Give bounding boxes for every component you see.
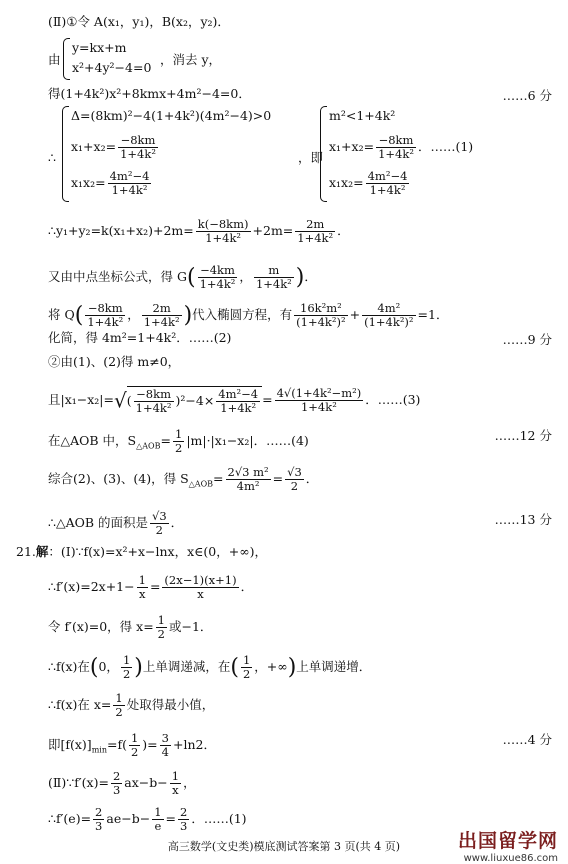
equation-system-1 xyxy=(63,38,173,80)
distance-equation: 且|x₁−x₂|=√( $\frac{-8km}{\text{1+4k²}}$ )²−4× $\frac{\text{4m²−4}}{\text{1+4k²}}$ = $\frac{\text{4√(1+4k²−m²)}}{\text{1+4k²}}$ ．……(3) xyxy=(48,386,421,415)
brace xyxy=(62,106,69,202)
derivative-at-e: ∴f′(e)= $\frac{2}{3}$ ae−b− $\frac{1}{e}$ = $\frac{2}{3}$ ．……(1) xyxy=(48,805,247,833)
part-two-derivative: (Ⅱ)∵f′(x)= $\frac{2}{3}$ ax−b− $\frac{1}{x}$ ， xyxy=(48,769,196,797)
m-nonzero: ②由(1)、(2)得 m≠0， xyxy=(48,354,181,369)
critical-points: 令 f′(x)=0，得 x= $\frac{1}{2}$ 或−1． xyxy=(48,613,213,641)
score-12: ……12 分 xyxy=(494,428,552,443)
minimum-point: ∴f(x)在 x= $\frac{1}{2}$ 处取得最小值， xyxy=(48,691,215,719)
ji-text: ，即 xyxy=(298,150,324,165)
equation-system-a xyxy=(62,106,307,202)
monotonicity: ∴f(x)在(0， $\frac{1}{2}$ )上单调递减，在( $\frac{1}{2}$ ，+∞)上单调递增． xyxy=(48,653,372,681)
system-prefix: 由 xyxy=(48,52,61,67)
system-row: x²+4y²−4=0 xyxy=(72,60,152,75)
system-row: x₁x₂= $\frac{\text{4m²−4}}{\text{1+4k²}}$ xyxy=(71,169,150,197)
watermark-logo-text: 出国留学网 xyxy=(457,830,558,852)
substitute-q: 将 Q( $\frac{-8km}{\text{1+4k²}}$ ， $\frac{2m}{\text{1+4k²}}$ )代入椭圆方程，有 $\frac{\text{16k²m²}}{\text{(1+4k²)²}}$ + $\frac{\text{4m²}}{\text{(1+4k²)²}}$ =1． xyxy=(48,301,449,329)
watermark-url: www.liuxue86.com xyxy=(463,853,558,864)
page-footer: 高三数学(文史类)模底测试答案第 3 页(共 4 页) xyxy=(167,840,401,853)
system-row: x₁+x₂= $\frac{-8km}{\text{1+4k²}}$ ．……(1) xyxy=(329,133,474,161)
y-sum-equation: ∴y₁+y₂=k(x₁+x₂)+2m= $\frac{k(-8km)}{\text{1+4k²}}$ +2m= $\frac{2m}{\text{1+4k²}}$ ． xyxy=(48,217,350,245)
therefore-symbol: ∴ xyxy=(48,150,56,165)
question-21-heading: 21.解：(Ⅰ)∵f(x)=x²+x−lnx，x∈(0，+∞)， xyxy=(16,544,268,559)
system-row: x₁x₂= $\frac{\text{4m²−4}}{\text{1+4k²}}$ xyxy=(329,169,408,197)
midpoint-g: 又由中点坐标公式，得 G( $\frac{-4km}{\text{1+4k²}}$ ， $\frac{m}{\text{1+4k²}}$ )． xyxy=(48,263,317,291)
derivative-line: ∴f′(x)=2x+1− $\frac{1}{x}$ = $\frac{(2x-1)(x+1)}{x}$ ． xyxy=(48,573,254,601)
system-suffix: ，消去 y， xyxy=(160,52,222,67)
site-watermark xyxy=(458,826,558,864)
area-formula: 在△AOB 中，$S_{\triangle AOB}=$ $\frac{1}{2}$ |m|·|x₁−x₂|．……(4) xyxy=(48,427,309,455)
score-9: ……9 分 xyxy=(502,332,552,347)
score-13: ……13 分 xyxy=(494,512,552,527)
combined-area: 综合(2)、(3)、(4)，得 $S_{\triangle AOB}=$ $\frac{\text{2√3 m²}}{\text{4m²}}$ = $\frac{√3}{2}$ ． xyxy=(48,465,319,493)
brace xyxy=(320,106,327,202)
system-row: m²<1+4k² xyxy=(329,108,396,123)
score-4: ……4 分 xyxy=(502,732,552,747)
system-row: x₁+x₂= $\frac{-8km}{\text{1+4k²}}$ xyxy=(71,133,156,161)
area-result: ∴△AOB 的面积是 $\frac{√3}{2}$ ． xyxy=(48,509,184,537)
equation-system-b xyxy=(320,106,520,202)
system-row: Δ=(8km)²−4(1+4k²)(4m²−4)>0 xyxy=(71,108,272,123)
simplify-line: 化简，得 4m²=1+4k²．……(2) xyxy=(48,330,232,345)
step-set-points: (Ⅱ)①令 A(x₁，y₁)，B(x₂，y₂)． xyxy=(48,14,230,29)
score-6: ……6 分 xyxy=(502,88,552,103)
minimum-value: 即$[f(x)]_{min}=f$( $\frac{1}{2}$ )= $\frac{3}{4}$ +ln2． xyxy=(48,731,216,759)
brace xyxy=(63,38,70,80)
system-row: y=kx+m xyxy=(72,40,127,55)
quadratic-equation: 得(1+4k²)x²+8kmx+4m²−4=0． xyxy=(48,86,251,101)
